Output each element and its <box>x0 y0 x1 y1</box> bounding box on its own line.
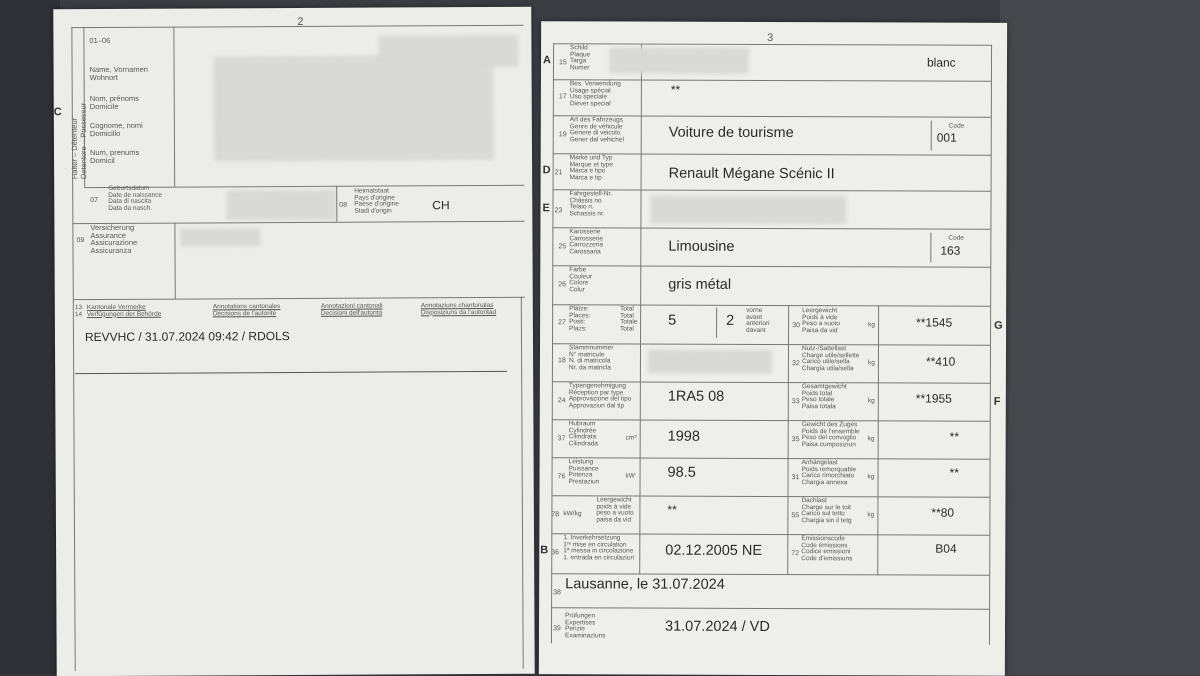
row-26-label: Farbe Couleur Colore Colur <box>569 266 593 294</box>
row-rule <box>553 43 991 46</box>
cantonal-label-de: Kantonale Vermerke Verfügungen der Behörde <box>86 303 162 318</box>
row-23-label: Fahrgestell-Nr. Châssis no Telaio n. Schassis nr. <box>569 190 613 218</box>
empty-weight-value: **1545 <box>916 315 953 330</box>
plate-color-value: blanc <box>926 55 956 70</box>
row-rule <box>552 265 990 268</box>
registration-page-3 <box>539 21 1007 676</box>
color-value: gris métal <box>668 276 732 293</box>
row-d-letter: D <box>542 164 551 177</box>
row-e-letter: E <box>542 202 550 215</box>
redacted-holder-name <box>214 55 495 161</box>
power-value: 98.5 <box>667 464 696 481</box>
side-letter-f: F <box>993 395 1001 408</box>
body-code-label: Code <box>948 234 964 242</box>
row-32-number: 32 <box>791 360 800 368</box>
seats-front-label: vorne avant anteriori davant <box>746 306 770 334</box>
row-18-label: Stammnummer N° matricule N. di matricola Nr. da matricla <box>568 344 614 372</box>
row-21-number: 21 <box>554 169 563 177</box>
first-registration-value: 02.12.2005 NE <box>665 542 763 559</box>
row-37-unit: cm³ <box>625 434 637 442</box>
power-weight-value: ** <box>667 502 677 517</box>
ins-top-rule <box>72 221 524 224</box>
row-25-number: 25 <box>558 243 567 251</box>
roof-load-value: **80 <box>931 505 955 520</box>
cantonal-label-it: Annotazioni cantonali Decisioni dell'autorità <box>320 302 383 317</box>
row-17-label: Bes. Verwendung Usage spécial Uso speciale Diever special <box>569 80 621 108</box>
vehicle-type-value: Voiture de tourisme <box>668 124 794 142</box>
row-38-number: 38 <box>553 589 561 597</box>
row-19-number: 19 <box>558 131 567 139</box>
dob-number: 07 <box>90 197 99 205</box>
row-rule <box>551 607 989 610</box>
row-rule <box>553 189 991 192</box>
dob-label: Geburtsdatum Date de naissance Data di nascita Data da nasch. <box>108 184 163 212</box>
row-76-number: 76 <box>557 473 566 481</box>
registration-page-2 <box>53 7 534 676</box>
row-30-number: 30 <box>792 322 800 330</box>
row-39-number: 39 <box>553 625 561 633</box>
row-76-label: Leistung Puissance Potenza Prestaziun <box>568 458 600 486</box>
row-31-unit: kg <box>867 473 875 481</box>
exam-value: 31.07.2024 / VD <box>665 618 770 635</box>
row-78-label2: Leergewicht poids à vide peso a vuoto paisa da vid <box>596 496 634 524</box>
cantonal-annotation: REVVHC / 31.07.2024 09:42 / RDOLS <box>84 329 290 345</box>
train-weight-value: ** <box>949 429 960 444</box>
row-32-label: Nutz-/Sattellast Charge utile/sellette Carico utile/sella Chargia utila/sella <box>801 345 860 373</box>
row-15-number: 15 <box>558 59 567 67</box>
place-date-value: Lausanne, le 31.07.2024 <box>565 576 725 593</box>
row-72-label: Emissionscode Code émissions Codice emissioni Code d'emissiuns <box>801 535 853 563</box>
field-number-0106: 01–06 <box>89 35 111 46</box>
side-label-detentore: Detentore – Possessur <box>78 102 89 180</box>
row-rule <box>552 304 990 307</box>
side-label-holder: Halter – Détenteur <box>69 117 80 180</box>
cantonal-number: 13 14 <box>74 304 83 318</box>
trailer-load-value: ** <box>949 465 959 480</box>
redacted-plate <box>609 47 749 73</box>
side-letter-g: G <box>994 319 1003 332</box>
insurance-number: 09 <box>76 237 85 245</box>
row-17-number: 17 <box>558 93 567 101</box>
row-24-label: Typengenehmigung Réception par type Approvazione del tipo Approvaziun dal tip <box>568 382 632 410</box>
exam-label: Prüfungen Expertises Perizie Examinaziuns <box>564 612 606 640</box>
row-rule <box>552 419 990 422</box>
row-25-label: Karosserie Carrosserie Carrozzeria Carossaria <box>569 228 603 256</box>
seats-front-value: 2 <box>726 312 735 329</box>
type-approval-value: 1RA5 08 <box>667 388 725 405</box>
row-31-label: Anhängelast Poids remorquable Carico rimorchiato Chargia annexa <box>801 459 857 487</box>
row-76-unit: kW <box>625 472 635 480</box>
row-19-label: Art des Fahrzeugs Genre de véhicule Genere di veicolo Gener dal vehichel <box>569 116 624 144</box>
row-30-label: Leergewicht Poids à vide Peso a vuoto Paisa da vid <box>802 307 841 335</box>
redacted-holder-extra <box>378 35 518 68</box>
origin-value: CH <box>432 198 450 213</box>
row-55-number: 55 <box>791 512 800 520</box>
emission-code-value: B04 <box>935 541 957 556</box>
code-divider <box>931 121 932 151</box>
origin-label: Heimatstaat Pays d'origine Paese d'origine Stadi d'origin <box>354 187 399 215</box>
seats-label-total: Total Total Totale Total <box>620 305 638 333</box>
body-code: 163 <box>940 243 961 258</box>
row-31-number: 31 <box>791 474 800 482</box>
row-33-number: 33 <box>791 398 800 406</box>
row-rule <box>552 227 990 230</box>
lower-left-rule <box>73 299 76 671</box>
row-55-label: Dachlast Charge sur le toit Carico sul tetto Chargia sin il tetg <box>801 497 852 525</box>
ins-bottom-rule <box>73 297 525 300</box>
total-weight-value: **1955 <box>915 391 952 406</box>
holder-label-fr: Nom, prénoms Domicile <box>89 93 139 111</box>
row-78-label: kW/kg <box>563 510 582 518</box>
redacted-dob <box>226 190 336 221</box>
redacted-chassis <box>650 196 846 225</box>
row-33-unit: kg <box>867 397 875 405</box>
insurance-label: Versicherung Assurance Assicurazione Assicuranza <box>90 222 138 255</box>
row-36-label: 1. Inverkehrsetzung 1ʳᵉ mise en circulation 1ª messa in circolazione 1. entrada en circulaziun <box>563 534 635 562</box>
row-35-unit: kg <box>867 435 875 443</box>
payload-value: **410 <box>925 354 956 369</box>
holder-label-it: Cognome, nomi Domicilio <box>89 120 143 138</box>
background-desk-left <box>0 0 60 675</box>
row-rule <box>553 153 991 156</box>
row-15-label: Schild Plaque Targa Numer <box>569 44 591 72</box>
vehicle-type-code-label: Code <box>948 122 965 130</box>
seats-label: Plätze: Places: Posti: Plazs: <box>569 305 591 333</box>
dob-divider <box>336 186 337 222</box>
code-divider <box>930 233 931 263</box>
row-35-number: 35 <box>791 436 800 444</box>
row-30-unit: kg <box>868 321 875 329</box>
section-letter-c: C <box>53 106 62 119</box>
row-35-label: Gewicht des Zuges Poids de l'ensemble Peso del convoglio Paisa cumposiziun <box>801 421 860 449</box>
redacted-matricule <box>648 350 772 374</box>
seats-total-value: 5 <box>668 312 677 329</box>
row-33-label: Gesamtgewicht Poids total Peso totale Paisa totala <box>801 383 847 411</box>
row-36-number: 36 <box>551 549 560 557</box>
annotation-rule <box>75 371 507 374</box>
row-78-number: 78 <box>551 511 560 519</box>
row-32-unit: kg <box>867 359 875 367</box>
row-rule <box>551 573 989 576</box>
row-rule <box>552 457 990 460</box>
row-26-number: 26 <box>558 281 567 289</box>
ins-divider <box>174 223 175 299</box>
row-18-number: 18 <box>557 357 566 365</box>
row-37-label: Hubraum Cylindrée Cilindrata Cilindrada <box>568 420 598 448</box>
vehicle-type-code: 001 <box>936 130 957 145</box>
row-23-number: 23 <box>554 207 563 215</box>
page-number: 3 <box>767 31 774 44</box>
redacted-insurance <box>180 228 260 246</box>
cantonal-label-fr: Annotations cantonales Décisions de l'autorité <box>212 303 281 318</box>
special-use-value: ** <box>670 82 681 97</box>
seats-divider <box>716 308 717 338</box>
lower-right-rule <box>521 297 524 669</box>
row-b-letter: B <box>540 544 549 557</box>
cantonal-label-rm: Annotaziuns chantunalas Disposiziuns da l'autoritad <box>420 301 497 316</box>
row-55-unit: kg <box>867 511 875 519</box>
row-24-number: 24 <box>557 397 566 405</box>
body-value: Limousine <box>668 238 735 255</box>
row-a-letter: A <box>542 54 551 67</box>
row-21-label: Marke und Typ Marque et type Marca e tipo Marca e tip <box>569 154 614 182</box>
row-37-number: 37 <box>557 435 566 443</box>
make-model-value: Renault Mégane Scénic II <box>668 165 835 183</box>
holder-label-de: Name, Vornamen Wohnort <box>89 64 148 82</box>
origin-number: 08 <box>339 201 348 209</box>
holder-label-rm: Num, prenums Domicil <box>89 147 140 165</box>
row-27-number: 27 <box>558 319 566 327</box>
label-column-rule <box>639 44 642 574</box>
label-rule <box>173 27 175 187</box>
background-desk-right <box>1000 0 1200 675</box>
displacement-value: 1998 <box>667 428 700 445</box>
page-number: 2 <box>297 15 304 28</box>
row-72-number: 72 <box>791 550 800 558</box>
row-rule <box>552 343 990 346</box>
